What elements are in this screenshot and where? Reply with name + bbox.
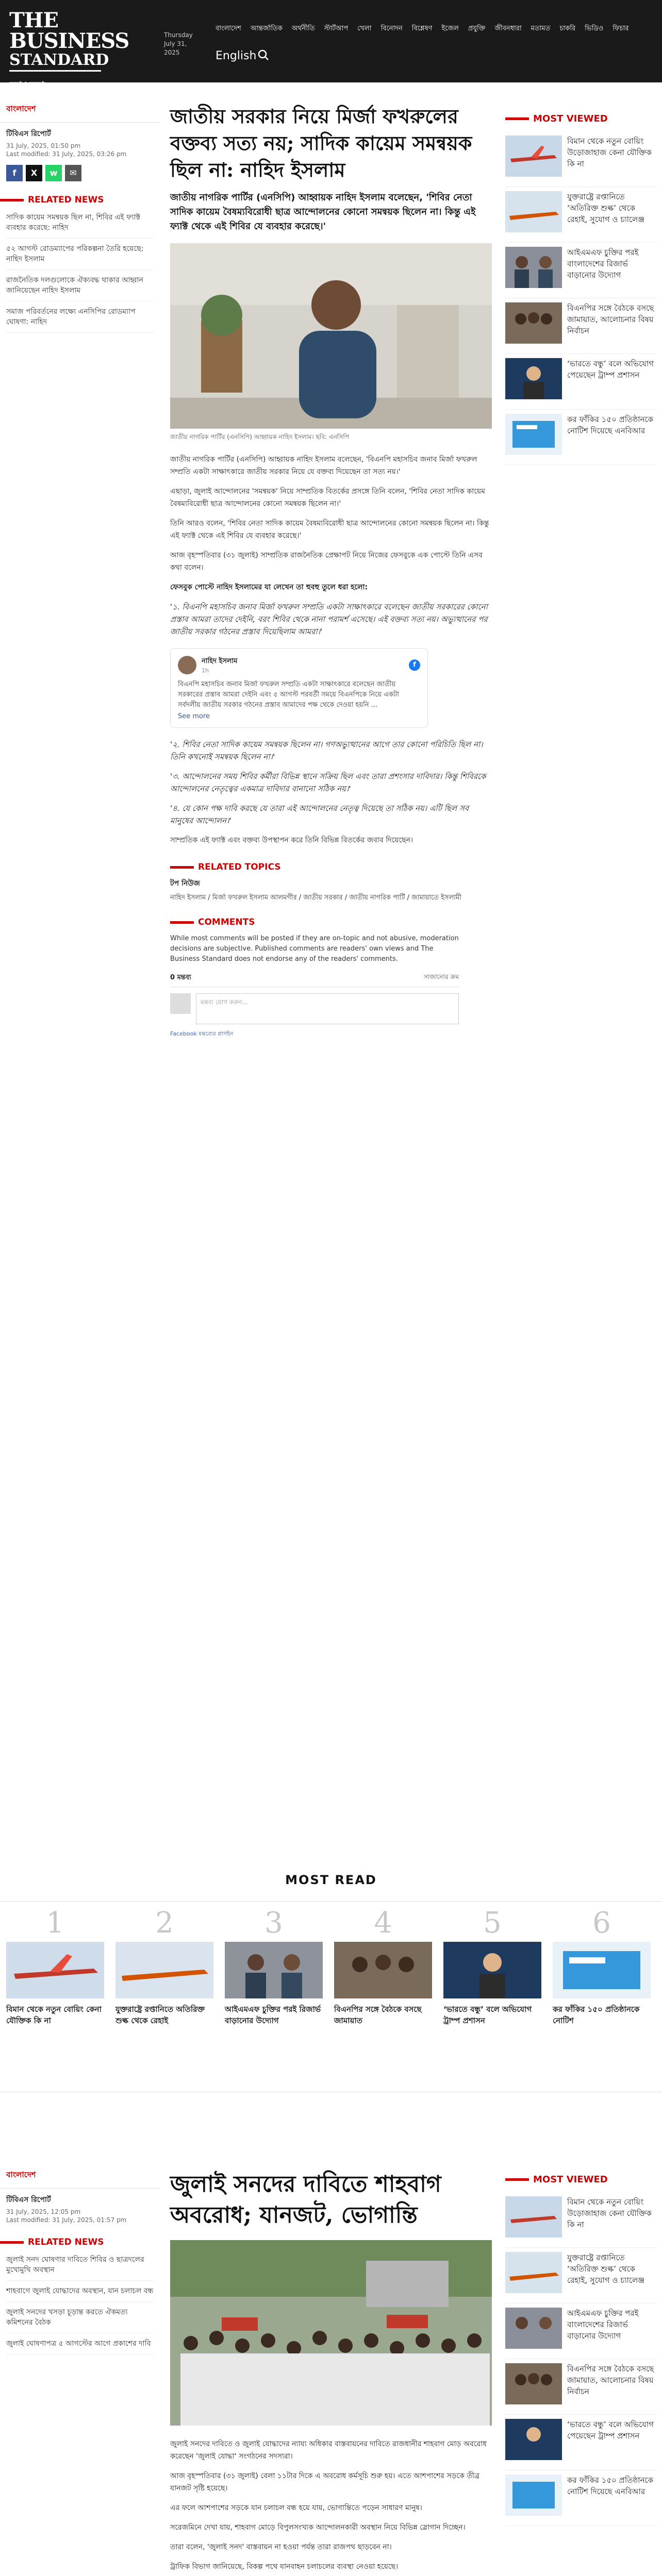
published-time: 31 July, 2025, 12:05 pm <box>6 2208 81 2215</box>
thumbnail <box>225 1942 323 1998</box>
article-paragraph: আজ বৃহস্পতিবার (৩১ জুলাই) বেলা ১১টার দিকে এ অবরোধ কর্মসূচি শুরু হয়। এতে আশপাশের সড়কে তীব্র যানজট সৃষ্টি হয়েছে। <box>170 2472 479 2493</box>
most-viewed-sidebar-2 <box>505 2174 662 2526</box>
most-viewed-title: বিএনপির সঙ্গে বৈঠকে বসছে জামায়াত, আলোচনার বিষয় নির্বাচন <box>567 2364 654 2396</box>
thumbnail <box>443 1942 541 1998</box>
thumbnail <box>505 247 562 288</box>
most-viewed-sidebar <box>505 113 662 465</box>
most-read-heading: MOST READ <box>285 1873 377 1887</box>
related-news-list <box>0 2247 160 2357</box>
article-image <box>170 243 492 429</box>
most-viewed-item[interactable] <box>505 131 657 187</box>
site-header <box>0 0 662 96</box>
tag-list[interactable]: নাহিদ ইসলাম / মির্জা ফখরুল ইসলাম আলমগীর / জাতীয় সরকার / জাতীয় নাগরিক পার্টি / জামায়াতে ইসলামী <box>170 894 461 902</box>
related-news-heading: RELATED NEWS <box>0 195 160 205</box>
email-icon[interactable]: ✉ <box>65 165 81 181</box>
comments-disclaimer: While most comments will be posted if they are on-topic and not abusive, moderation decisions are subjective. Published comments are readers' own views and The Business Standard does not endorse any of the readers' comments. <box>170 935 459 963</box>
share-bar <box>6 165 160 181</box>
logo-line-the: THE <box>9 8 59 32</box>
nav-item[interactable]: প্রযুক্তি <box>468 25 486 32</box>
most-read-title: আইএমএফ চুক্তির পরই রিজার্ভ বাড়ানোর উদ্যোগ <box>225 2005 321 2025</box>
most-viewed-title: ‘ভারতে বন্ধু’ বলে অভিযোগ পেয়েছেন ট্রাম্প প্রশাসন <box>567 359 654 380</box>
article-headline: জুলাই সনদের দাবিতে শাহবাগ অবরোধ; যানজট, ভোগান্তি <box>170 2171 441 2228</box>
header-date <box>164 31 205 57</box>
most-viewed-title: যুক্তরাষ্ট্রে রপ্তানিতে ‘অতিরিক্ত শুল্ক’ থেকে রেহাই, সুযোগ ও চ্যালেঞ্জ <box>567 192 645 224</box>
header-date-day: Thursday <box>164 31 193 39</box>
article-quote: '২. শিবির নেতা সাদিক কায়েম সমন্বয়ক ছিলেন না। গণঅভ্যুত্থানের আগে তার কোনো পরিচিতি ছিল না। তিনি কখনোই সমন্বয়ক ছিলেন না।' <box>170 740 483 761</box>
byline[interactable]: টিবিএস রিপোর্ট <box>6 130 51 138</box>
most-read-item[interactable] <box>334 1906 432 2026</box>
nav-item[interactable]: জীবনধারা <box>494 25 522 32</box>
most-viewed-item[interactable] <box>505 2248 657 2303</box>
divider <box>0 2188 160 2189</box>
divider <box>0 122 160 123</box>
thumbnail <box>553 1942 651 1998</box>
header-date-month: July 31, <box>164 40 187 47</box>
most-viewed-item[interactable] <box>505 2359 657 2415</box>
most-viewed-title: কর ফাঁকির ১৫০ প্রতিষ্ঠানকে নোটিশ দিয়েছে এনবিআর <box>567 2476 653 2496</box>
article1-main-column <box>170 103 492 1039</box>
english-link[interactable]: English <box>216 49 257 62</box>
article2-left-column <box>0 2169 160 2357</box>
most-read-rank: 5 <box>483 1906 502 1940</box>
most-viewed-heading: MOST VIEWED <box>505 2174 662 2185</box>
comment-count: 0 মন্তব্য <box>170 974 191 981</box>
nav-item[interactable]: খেলা <box>357 25 372 32</box>
related-news-item[interactable]: জুলাই ঘোষণাপত্র ৫ আগস্টের আগে প্রকাশের দাবি <box>6 2333 154 2354</box>
most-viewed-item[interactable] <box>505 2303 657 2359</box>
most-viewed-item[interactable] <box>505 2470 657 2526</box>
article-paragraph: এর ফলে আশপাশের সড়কে যান চলাচল বন্ধ হয়ে যায়, ভোগান্তিতে পড়েন সাধারণ মানুষ। <box>170 2504 422 2512</box>
article-image <box>170 2240 492 2426</box>
most-read-title: কর ফাঁকির ১৫০ প্রতিষ্ঠানকে নোটিশ <box>553 2005 640 2025</box>
fb-embed-text: বিএনপি মহাসচিব জনাব মির্জা ফখরুল সম্প্রতি একটা সাক্ষাৎকারে বলেছেন জাতীয় সরকারের প্রস্তাব আমরা দেইনি এবং ৫ আগস্ট পরবর্তী সময়ে বিএনপিকে নিয়ে একটা সর্বদলীয় জাতীয় সরকার গঠনের প্রস্তাব আমাদের পক্ষ থেকে দেওয়া হয়নি ... <box>178 681 399 709</box>
published-time: 31 July, 2025, 01:50 pm <box>6 142 81 149</box>
nav-item[interactable]: স্টার্টআপ <box>324 25 349 32</box>
article-paragraph: সরেজমিনে দেখা যায়, শাহবাগ মোড়ে বিপুলসংখ্যক আন্দোলনকারী অবস্থান নিয়ে বিভিন্ন স্লোগান দিচ্ছেন। <box>170 2523 466 2532</box>
thumbnail <box>505 358 562 399</box>
thumbnail <box>505 2363 562 2404</box>
related-news-list <box>0 205 160 335</box>
related-news-item[interactable]: রাজনৈতিক দলগুলোকে ঐক্যবদ্ধ থাকার আহ্বান জানিয়েছেন নাহিদ ইসলাম <box>6 270 154 301</box>
nav-item[interactable]: মতামত <box>531 25 551 32</box>
article1-left-column <box>0 103 160 335</box>
modified-time: Last modified: 31 July, 2025, 03:26 pm <box>6 150 127 158</box>
most-viewed-item[interactable] <box>505 243 657 298</box>
thumbnail <box>505 2308 562 2349</box>
most-viewed-item[interactable] <box>505 187 657 243</box>
facebook-embed[interactable] <box>170 648 428 728</box>
related-topic-link[interactable]: টপ নিউজ <box>170 879 200 888</box>
comment-compose <box>170 993 459 1024</box>
related-news-item[interactable]: ৫২ আগস্ট রোডম্যাপের পরিকল্পনা তৈরি হয়েছে: নাহিদ ইসলাম <box>6 239 154 270</box>
article-paragraph: তারা বলেন, 'জুলাই সনদ' বাস্তবায়ন না হওয়া পর্যন্ত তারা রাজপথ ছাড়বেন না। <box>170 2543 392 2551</box>
most-viewed-list <box>505 2192 662 2526</box>
fb-embed-time: 1h <box>202 667 209 674</box>
most-viewed-title: বিএনপির সঙ্গে বৈঠকে বসছে জামায়াত, আলোচনার বিষয় নির্বাচন <box>567 303 654 335</box>
section-label[interactable]: বাংলাদেশ <box>6 104 36 113</box>
most-read-title: বিমান থেকে নতুন বোয়িং কেনা যৌক্তিক কি না <box>6 2005 102 2025</box>
divider <box>0 1901 662 1902</box>
most-viewed-title: আইএমএফ চুক্তির পরই বাংলাদেশের রিজার্ভ বাড়ানোর উদ্যোগ <box>567 248 639 280</box>
most-viewed-item[interactable] <box>505 2192 657 2248</box>
facebook-icon[interactable]: f <box>409 659 420 671</box>
thumbnail <box>334 1942 432 1998</box>
fb-embed-name[interactable]: নাহিদ ইসলাম <box>202 657 238 665</box>
nav-item[interactable]: ভিডিও <box>585 25 604 32</box>
related-news-item[interactable]: শাহবাগে জুলাই যোদ্ধাদের অবস্থান, যান চলাচল বন্ধ <box>6 2281 154 2302</box>
search-icon[interactable] <box>258 49 269 64</box>
most-read-rank: 2 <box>155 1906 174 1940</box>
most-read-item[interactable] <box>225 1906 323 2026</box>
byline[interactable]: টিবিএস রিপোর্ট <box>6 2196 51 2204</box>
most-viewed-item[interactable] <box>505 298 657 354</box>
most-read-title: যুক্তরাষ্ট্রে রপ্তানিতে অতিরিক্ত শুল্ক থেকে রেহাই <box>115 2005 205 2025</box>
article-paragraph: জাতীয় নাগরিক পার্টির (এনসিপি) আহ্বায়ক নাহিদ ইসলাম বলেছেন, 'বিএনপি মহাসচিব জনাব মির্জা ফখরুল সম্প্রতি একটা সাক্ষাৎকারে জাতীয় সরকার নিয়ে যে বক্তব্য দিয়েছেন তা সত্য নয়।' <box>170 455 477 476</box>
most-read-title: ‘ভারতে বন্ধু’ বলে অভিযোগ ট্রাম্প প্রশাসন <box>443 2005 532 2025</box>
thumbnail <box>115 1942 213 1998</box>
most-read-rank: 3 <box>264 1906 283 1940</box>
most-viewed-item[interactable] <box>505 2415 657 2470</box>
article-paragraph: এছাড়া, জুলাই আন্দোলনের 'সমন্বয়ক' নিয়ে সাম্প্রতিক বিতর্কের প্রসঙ্গে তিনি বলেন, 'শিবির নেতা সাদিক কায়েম বৈষম্যবিরোধী ছাত্র আন্দোলনের কোনো সমন্বয়ক ছিলেন না।' <box>170 487 485 508</box>
nav-item[interactable]: আন্তর্জাতিক <box>250 25 283 32</box>
most-read-item[interactable] <box>115 1906 213 2026</box>
thumbnail <box>505 2196 562 2238</box>
article-quote: '৪. যে কোন পক্ষ দাবি করছে যে তারা এই আন্দোলনের নেতৃত্ব দিয়েছে তা সঠিক নয়। এটি ছিল সব মানুষের আন্দোলন।' <box>170 804 469 825</box>
avatar <box>178 656 196 674</box>
article-paragraph: তিনি আরও বলেন, 'শিবির নেতা সাদিক কায়েম বৈষম্যবিরোধী ছাত্র আন্দোলনের কোনো সমন্বয়ক ছিলেন না। কিন্তু এই ফ্যাক্ট থেকে এই শিবির যে ব্যবহার করেছে।' <box>170 519 489 540</box>
nav-item[interactable]: অর্থনীতি <box>291 25 315 32</box>
article-paragraph: জুলাই সনদের দাবিতে ও জুলাই যোদ্ধাদের ন্যায্য অধিকার বাস্তবায়নের দাবিতে রাজধানীর শাহবাগ মোড় অবরোধ করেছেন 'জুলাই যোদ্ধা' সংগঠনের সদস্যরা। <box>170 2440 487 2461</box>
article-headline: জাতীয় সরকার নিয়ে মির্জা ফখরুলের বক্তব্য সত্য নয়; সাদিক কায়েম সমন্বয়ক ছিল না: নাহিদ ইসলাম <box>170 105 472 181</box>
facebook-comments-plugin-link[interactable]: Facebook মন্তব্যের প্লাগইন <box>170 1030 234 1037</box>
most-viewed-list <box>505 131 662 465</box>
most-viewed-title: যুক্তরাষ্ট্রে রপ্তানিতে ‘অতিরিক্ত শুল্ক’ থেকে রেহাই, সুযোগ ও চ্যালেঞ্জ <box>567 2253 645 2285</box>
logo-line-standard: STANDARD <box>9 52 101 72</box>
x-icon[interactable]: X <box>26 165 42 181</box>
most-read-rank: 4 <box>374 1906 392 1940</box>
thumbnail <box>6 1942 104 1998</box>
header-date-year: 2025 <box>164 49 180 56</box>
most-read-item[interactable] <box>443 1906 541 2026</box>
most-viewed-title: বিমান থেকে নতুন বোয়িং উড়োজাহাজ কেনা যৌক্তিক কি না <box>567 2197 652 2229</box>
avatar <box>170 993 191 1014</box>
sort-dropdown[interactable]: সাজানোর ক্রম <box>423 973 459 980</box>
most-viewed-title: ‘ভারতে বন্ধু’ বলে অভিযোগ পেয়েছেন ট্রাম্প প্রশাসন <box>567 2420 654 2441</box>
logo-line-business: BUSINESS <box>9 29 129 53</box>
thumbnail <box>505 135 562 177</box>
comments-toolbar <box>170 973 459 987</box>
thumbnail <box>505 302 562 344</box>
thumbnail <box>505 191 562 232</box>
most-viewed-item[interactable] <box>505 410 657 465</box>
article-paragraph: আজ বৃহস্পতিবার (৩১ জুলাই) সাম্প্রতিক রাজনৈতিক প্রেক্ষাপট নিয়ে নিজের ফেসবুকে এক পোস্টে তিনি এসব কথা বলেন। <box>170 551 483 572</box>
most-viewed-heading: MOST VIEWED <box>505 113 662 124</box>
whatsapp-icon[interactable]: w <box>45 165 62 181</box>
most-viewed-item[interactable] <box>505 354 657 410</box>
nav-item[interactable]: ইজেল <box>441 25 459 32</box>
protest-crowd-illustration <box>170 2240 492 2426</box>
fb-see-more-link[interactable]: See more <box>178 713 210 720</box>
related-news-item[interactable]: জুলাই সনদ ঘোষণার দাবিতে শিবির ও ছাত্রদলের মুখোমুখি অবস্থান <box>6 2249 154 2281</box>
article-lede: জাতীয় নাগরিক পার্টির (এনসিপি) আহ্বায়ক নাহিদ ইসলাম বলেছেন, 'শিবির নেতা সাদিক কায়েম বৈষম্যবিরোধী ছাত্র আন্দোলনের কোনো সমন্বয়ক ছিলেন না। কিন্তু এই ফ্যাক্ট থেকে এই শিবির যে ব্যবহার করেছে।' <box>170 192 476 232</box>
article-quote: '১. বিএনপি মহাসচিব জনাব মির্জা ফখরুল সম্প্রতি একটা সাক্ষাৎকারে বলেছেন জাতীয় সরকারের কোনো প্রস্তাব আমরা তাদের দেইনি, বরং শিবির থেকে নানা পরামর্শ এসেছে। এই বক্তব্য সত্য নয়। অভ্যুত্থানের পর জাতীয় সরকার গঠনের প্রস্তাব দিয়েছিলাম আমরা।' <box>170 602 488 636</box>
most-read-item[interactable] <box>6 1906 104 2026</box>
most-viewed-title: আইএমএফ চুক্তির পরই বাংলাদেশের রিজার্ভ বাড়ানোর উদ্যোগ <box>567 2309 639 2341</box>
nav-item[interactable]: ফিচার <box>613 25 629 32</box>
related-news-item[interactable]: জুলাই সনদের খসড়া চূড়ান্ত করতে ঐকমত্য কমিশনের বৈঠক <box>6 2302 154 2333</box>
most-read-item[interactable] <box>553 1906 651 2026</box>
site-logo[interactable] <box>9 8 129 101</box>
most-read-rank: 1 <box>46 1906 64 1940</box>
thumbnail <box>505 2419 562 2460</box>
most-viewed-title: বিমান থেকে নতুন বোয়িং উড়োজাহাজ কেনা যৌক্তিক কি না <box>567 137 652 168</box>
portrait-illustration <box>170 243 492 429</box>
related-news-item[interactable]: সমাজ পরিবর্তনের লক্ষ্যে এনসিপির রোডম্যাপ ঘোষণা: নাহিদ <box>6 301 154 333</box>
most-read-rank: 6 <box>592 1906 611 1940</box>
section-label[interactable]: বাংলাদেশ <box>6 2170 36 2179</box>
nav-item[interactable]: চাকরি <box>559 25 576 32</box>
nav-item[interactable]: বিশ্লেষণ <box>411 25 433 32</box>
modified-time: Last modified: 31 July, 2025, 01:57 pm <box>6 2216 127 2224</box>
article-paragraph: ট্রাফিক বিভাগ জানিয়েছে, বিকল্প পথে যানবাহন চলাচলের ব্যবস্থা নেওয়া হয়েছে। <box>170 2563 399 2571</box>
logo-line-bangla: বাংলা <box>9 78 45 96</box>
article-paragraph: সাম্প্রতিক এই ফ্যাক্ট এবং বক্তব্য উপস্থাপন করে তিনি বিভিন্ন বিতর্কের জবাব দিয়েছেন। <box>170 836 413 844</box>
image-caption: জাতীয় নাগরিক পার্টির (এনসিপি) আহ্বায়ক নাহিদ ইসলাম। ছবি: এনসিপি <box>170 433 349 440</box>
thumbnail <box>505 414 562 455</box>
most-viewed-title: কর ফাঁকির ১৫০ প্রতিষ্ঠানকে নোটিশ দিয়েছে এনবিআর <box>567 415 653 435</box>
article2-main-column <box>170 2169 492 2576</box>
article-subhead: ফেসবুক পোস্টে নাহিদ ইসলামের যা লেখেন তা হুবহু তুলে ধরা হলো: <box>170 583 368 591</box>
comment-input[interactable]: মন্তব্য যোগ করুন... <box>196 993 459 1024</box>
nav-item[interactable]: বাংলাদেশ <box>216 25 241 32</box>
fb-embed-header <box>178 656 420 674</box>
related-news-heading: RELATED NEWS <box>0 2237 160 2247</box>
nav-item[interactable]: বিনোদন <box>380 25 403 32</box>
most-read-title: বিএনপির সঙ্গে বৈঠকে বসছে জামায়াত <box>334 2005 422 2025</box>
facebook-icon[interactable]: f <box>6 165 23 181</box>
article-quote: '৩. আন্দোলনের সময় শিবির কর্মীরা বিভিন্ন স্থানে সক্রিয় ছিল এবং তারা প্রশংসার দাবিদার। কিন্তু শিবিরকে আন্দোলনের নেতৃত্বের একমাত্র দাবিদার বানানো সঠিক নয়।' <box>170 772 486 793</box>
related-topics-heading: RELATED TOPICS <box>170 862 492 872</box>
thumbnail <box>505 2475 562 2516</box>
related-news-item[interactable]: সাদিক কায়েম সমন্বয়ক ছিল না, শিবির এই ফ্যাক্ট ব্যবহার করেছে: নাহিদ <box>6 207 154 239</box>
comments-heading: COMMENTS <box>170 917 492 927</box>
thumbnail <box>505 2252 562 2293</box>
main-nav <box>216 24 659 35</box>
